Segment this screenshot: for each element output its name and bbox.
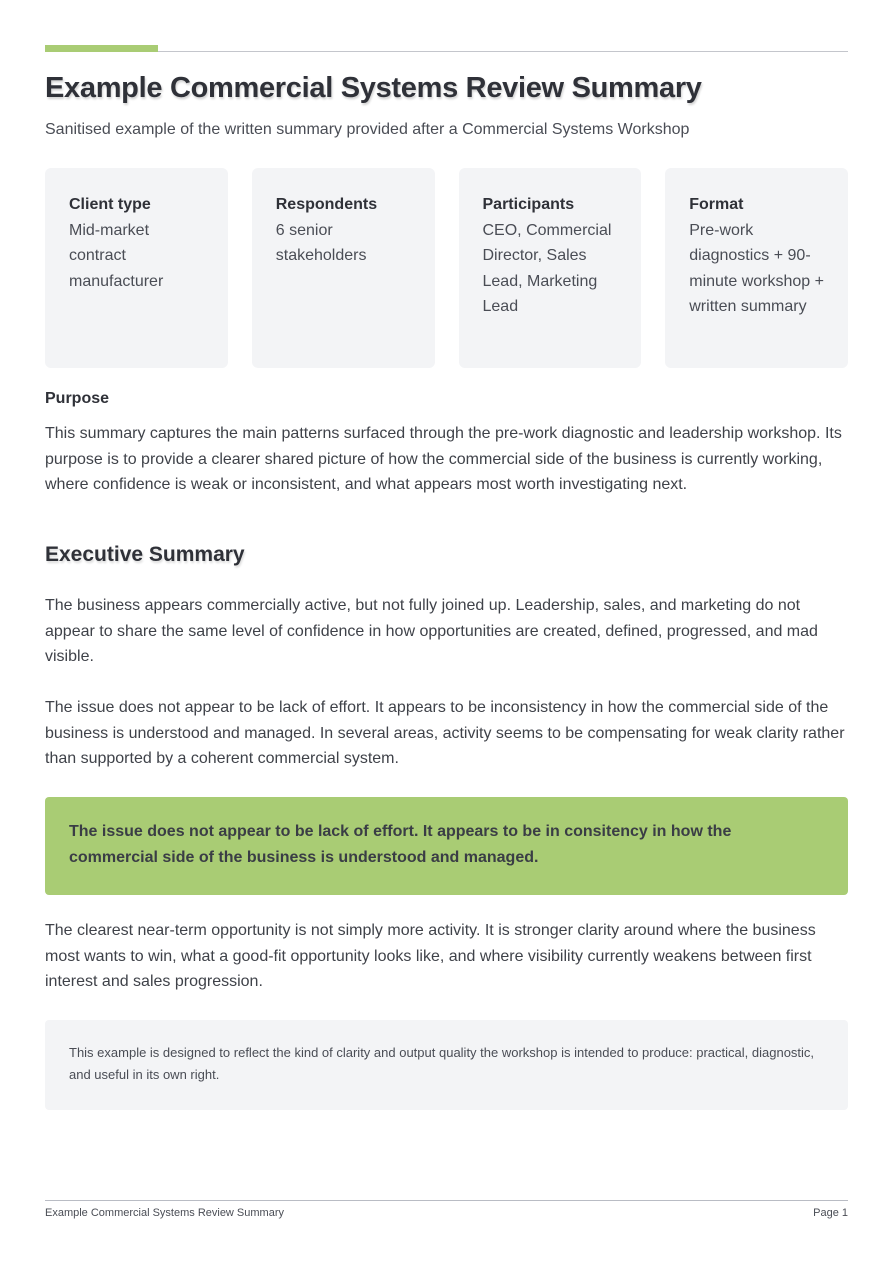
callout-text: The issue does not appear to be lack of effort. It appears to be in consitency in how the commercial side of the business is understood and managed. [69,823,732,866]
footer-rule [45,1200,848,1201]
note-text: This example is designed to reflect the kind of clarity and output quality the workshop is intended to produce: practical, diagnostic, and useful in its own right. [69,1045,815,1082]
card-label: Format [689,196,744,213]
footer-page-number: Page 1 [813,1207,848,1219]
card-label: Respondents [275,196,378,213]
card-value: CEO, Commercial Director, Sales Lead, Marketing Lead [482,221,612,315]
executive-summary-heading: Executive Summary [45,543,245,566]
executive-summary-paragraph-2: The issue does not appear to be lack of effort. It appears to be inconsistency in how the commercial side of the business is understood and managed. In several areas, activity seems to be compensating for weak clarity rather than supported by a coherent commercial system. [45,699,845,767]
purpose-paragraph: This summary captures the main patterns surfaced through the pre-work diagnostic and leadership workshop. Its purpose is to provide a clearer shared picture of how the commercial side of the business is currently working, where confidence is weak or inconsistent, and what appears most worth investigating next. [45,425,842,493]
card-client-type [45,168,228,368]
card-value: 6 senior stakeholders [275,221,367,264]
executive-summary-paragraph-3: The clearest near-term opportunity is not simply more activity. It is stronger clarity around where the business most wants to win, what a good-fit opportunity looks like, and where visibility currently weakens between first interest and sales progression. [45,922,816,990]
card-respondents [252,168,435,368]
purpose-heading: Purpose [45,390,110,407]
key-insight-callout [45,797,848,895]
example-note-box [45,1020,848,1110]
summary-cards [45,168,848,368]
page-subtitle: Sanitised example of the written summary provided after a Commercial Systems Workshop [45,121,690,138]
header-accent-bar [45,45,158,52]
card-value: Mid-market contract manufacturer [69,221,164,290]
footer-document-title: Example Commercial Systems Review Summary [45,1207,284,1219]
header-rule [45,51,848,52]
page-title: Example Commercial Systems Review Summary [45,72,702,104]
card-label: Participants [482,196,575,213]
executive-summary-paragraph-1: The business appears commercially active, but not fully joined up. Leadership, sales, and marketing do not appear to share the same level of confidence in how opportunities are created, defined, progressed, and mad visible. [45,597,818,665]
card-participants [459,168,642,368]
card-format [665,168,848,368]
card-value: Pre-work diagnostics + 90-minute workshop + written summary [689,221,824,315]
card-label: Client type [69,196,151,213]
